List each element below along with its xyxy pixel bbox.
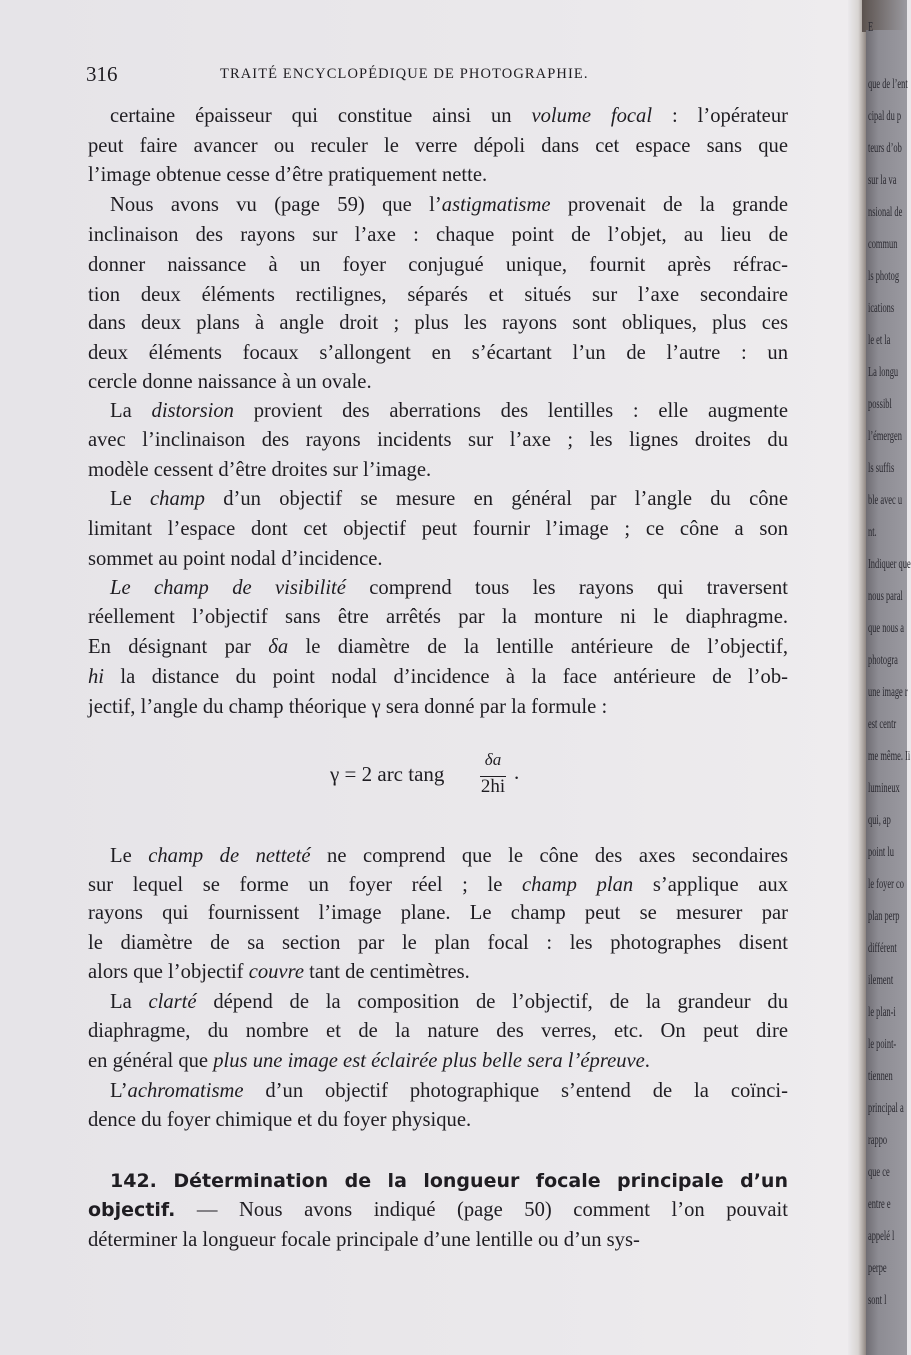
adjacent-page-fragment: que nous a: [868, 621, 904, 636]
adjacent-page-fragment: commun: [868, 237, 898, 252]
italic-term: champ de netteté: [148, 845, 311, 867]
text-run: Nous avons vu (page 59) que l’: [110, 194, 442, 216]
italic-term: hi: [88, 666, 105, 688]
text-line: [88, 1105, 788, 1135]
text-run: certaine épaisseur qui constitue ainsi un: [110, 105, 532, 127]
text-line: [88, 280, 788, 310]
text-line: [88, 131, 788, 161]
text-run: sur lequel se forme un foyer réel ; le: [88, 874, 523, 896]
text-run: rayons qui fournissent l’image plane. Le champ peut se mesurer par: [88, 902, 788, 924]
text-line: [110, 841, 788, 871]
adjacent-page-fragment: nsional de: [868, 205, 903, 220]
adjacent-page-fragment: sont l: [868, 1293, 887, 1308]
italic-term: plus une image est éclairée plus belle sera l’épreuve: [213, 1050, 645, 1072]
adjacent-page-fragment: La longu: [868, 365, 899, 380]
adjacent-page-fragment: le et la: [868, 333, 891, 348]
text-run: alors que l’objectif: [88, 961, 249, 983]
text-run: dépend de la composition de l’objectif, de la grandeur du: [196, 991, 788, 1013]
adjacent-page-fragment: nt.: [868, 525, 877, 540]
text-line: [88, 1046, 788, 1076]
text-run: cercle donne naissance à un ovale.: [88, 371, 372, 393]
section-heading: 142. Détermination de la longueur focale principale d’un: [110, 1170, 788, 1192]
italic-term: astigmatisme: [441, 194, 551, 216]
section-heading-line1: [110, 1166, 788, 1196]
adjacent-page-fragment: différent: [868, 941, 897, 956]
text-run: tant de centimètres.: [303, 961, 470, 983]
page-number: 316: [86, 62, 118, 86]
text-run: avec l’inclinaison des rayons incidents sur l’axe ; les lignes droites du: [88, 429, 788, 451]
formula-denominator: 2hi: [480, 776, 506, 797]
adjacent-page-fragment: point lu: [868, 845, 894, 860]
adjacent-page-fragment: teurs d’ob: [868, 141, 902, 156]
text-line: [110, 573, 788, 603]
italic-term: Le champ de visibilité: [110, 577, 346, 599]
adjacent-page-fragment: photogra: [868, 653, 898, 668]
text-run: d’un objectif se mesure en général par l’angle du cône: [204, 488, 788, 510]
text-run: provenait de la grande: [550, 194, 788, 216]
text-line: [110, 101, 788, 131]
text-run: d’un objectif photographique s’entend de la coïnci-: [243, 1080, 788, 1102]
adjacent-page-fragment: me même. Ii: [868, 749, 911, 764]
adjacent-page: [866, 20, 911, 1355]
italic-term: clarté: [148, 991, 197, 1013]
adjacent-page-fragment: sur la va: [868, 173, 897, 188]
italic-term: couvre: [248, 961, 304, 983]
section-heading-rest: — Nous avons indiqué (page 50) comment l’on pouvait: [175, 1199, 788, 1221]
text-line: [88, 338, 788, 368]
text-run: dans deux plans à angle droit ; plus les rayons sont obliques, plus ces: [88, 312, 788, 334]
text-run: La: [110, 991, 149, 1013]
text-line: [88, 160, 788, 190]
text-run: le diamètre de sa section par le plan focal : les photographes disent: [88, 932, 788, 954]
text-run: diaphragme, du nombre et de la nature des verres, etc. On peut dire: [88, 1020, 788, 1042]
text-run: sommet au point nodal d’incidence.: [88, 548, 383, 570]
adjacent-page-fragment: tiennen: [868, 1069, 893, 1084]
adjacent-page-fragment: l’émergen: [868, 429, 902, 444]
section-heading-line2: [88, 1195, 788, 1225]
text-line: [88, 367, 788, 397]
text-run: inclinaison des rayons sur l’axe : chaque point de l’objet, au lieu de: [88, 224, 788, 246]
adjacent-page-fragment: E: [868, 20, 874, 35]
text-run: La: [110, 400, 152, 422]
italic-term: volume focal: [531, 105, 653, 127]
text-line: [88, 455, 788, 485]
text-line: [88, 870, 788, 900]
adjacent-page-fragment: que ce: [868, 1165, 890, 1180]
adjacent-page-fragment: le foyer co: [868, 877, 904, 892]
formula-end: .: [514, 760, 520, 784]
text-run: le diamètre de la lentille antérieure de l’objectif,: [288, 636, 788, 658]
adjacent-page-fragment: entre e: [868, 1197, 891, 1212]
adjacent-page-fragment: perpe: [868, 1261, 887, 1276]
text-line: [88, 308, 788, 338]
text-run: s’applique aux: [633, 874, 788, 896]
adjacent-page-fragment: rappo: [868, 1133, 888, 1148]
adjacent-page-fragment: plan perp: [868, 909, 900, 924]
text-run: limitant l’espace dont cet objectif peut fournir l’image ; ce cône a son: [88, 518, 788, 540]
text-run: deux éléments focaux s’allongent en s’écartant l’un de l’autre : un: [88, 342, 788, 364]
text-line: [88, 632, 788, 662]
italic-term: champ: [150, 488, 205, 510]
text-run: provient des aberrations des lentilles : elle augmente: [233, 400, 788, 422]
text-line: [110, 987, 788, 1017]
text-run: Le: [110, 845, 149, 867]
adjacent-page-fragment: une image r: [868, 685, 908, 700]
adjacent-page-fragment: ications: [868, 301, 895, 316]
text-run: comprend tous les rayons qui traversent: [345, 577, 788, 599]
adjacent-page-fragment: possibl: [868, 397, 892, 412]
text-run: En désignant par: [88, 636, 269, 658]
adjacent-page-fragment: nous paral: [868, 589, 903, 604]
adjacent-page-fragment: qui, ap: [868, 813, 891, 828]
text-run: l’image obtenue cesse d’être pratiquement nette.: [88, 164, 488, 186]
text-line: [88, 220, 788, 250]
italic-term: champ plan: [522, 874, 634, 896]
adjacent-page-fragment: que de l’ent: [868, 77, 908, 92]
text-run: jectif, l’angle du champ théorique γ sera donné par la formule :: [88, 696, 608, 718]
text-line: [88, 250, 788, 280]
text-run: ne comprend que le cône des axes secondaires: [310, 845, 789, 867]
text-line: [88, 957, 788, 987]
running-header: [86, 62, 786, 92]
text-line: [88, 928, 788, 958]
adjacent-page-fragment: est centr: [868, 717, 897, 732]
text-run: Le: [110, 488, 151, 510]
adjacent-page-fragment: ls photog: [868, 269, 900, 284]
running-title: TRAITÉ ENCYCLOPÉDIQUE DE PHOTOGRAPHIE.: [220, 66, 589, 82]
adjacent-page-fragment: lumineux: [868, 781, 900, 796]
adjacent-page-fragment: ble avec u: [868, 493, 903, 508]
italic-term: distorsion: [151, 400, 234, 422]
italic-term: achromatisme: [127, 1080, 244, 1102]
text-run: la distance du point nodal d’incidence à la face antérieure de l’ob-: [104, 666, 788, 688]
adjacent-page-fragment: appelé l: [868, 1229, 895, 1244]
text-run: .: [644, 1050, 650, 1072]
text-line: [110, 1076, 788, 1106]
text-run: réellement l’objectif sans être arrêtés par la monture ni le diaphragme.: [88, 606, 788, 628]
text-line: [110, 396, 788, 426]
section-text: déterminer la longueur focale principale d’une lentille ou d’un sys-: [88, 1229, 640, 1251]
text-run: dence du foyer chimique et du foyer physique.: [88, 1109, 472, 1131]
adjacent-page-fragment: ilement: [868, 973, 894, 988]
adjacent-page-fragment: ls suffis: [868, 461, 895, 476]
text-line: [88, 425, 788, 455]
text-run: tion deux éléments rectilignes, séparés et situés sur l’axe secondaire: [88, 284, 788, 306]
formula-lhs: γ = 2 arc tang: [330, 762, 445, 786]
text-run: : l’opérateur: [652, 105, 788, 127]
text-run: en général que: [88, 1050, 214, 1072]
text-line: [88, 692, 788, 722]
text-line: [88, 602, 788, 632]
section-heading-bold: objectif.: [88, 1199, 176, 1221]
section-line3: [88, 1225, 788, 1255]
text-run: L’: [110, 1080, 128, 1102]
italic-term: δa: [268, 636, 289, 658]
text-line: [88, 514, 788, 544]
adjacent-page-fragment: cipal du p: [868, 109, 902, 124]
adjacent-page-fragment: principal a: [868, 1101, 904, 1116]
text-line: [110, 484, 788, 514]
adjacent-page-fragment: Indiquer que: [868, 557, 911, 572]
text-run: donner naissance à un foyer conjugué unique, fournit après réfrac-: [88, 254, 788, 276]
text-run: modèle cessent d’être droites sur l’image.: [88, 459, 432, 481]
text-line: [88, 544, 788, 574]
text-line: [88, 662, 788, 692]
text-line: [110, 190, 788, 220]
text-run: peut faire avancer ou reculer le verre dépoli dans cet espace sans que: [88, 135, 788, 157]
text-line: [88, 1016, 788, 1046]
text-line: [88, 898, 788, 928]
adjacent-page-fragment: le plan-i: [868, 1005, 896, 1020]
adjacent-page-fragment: le point-: [868, 1037, 897, 1052]
formula-numerator: δa: [484, 750, 502, 769]
